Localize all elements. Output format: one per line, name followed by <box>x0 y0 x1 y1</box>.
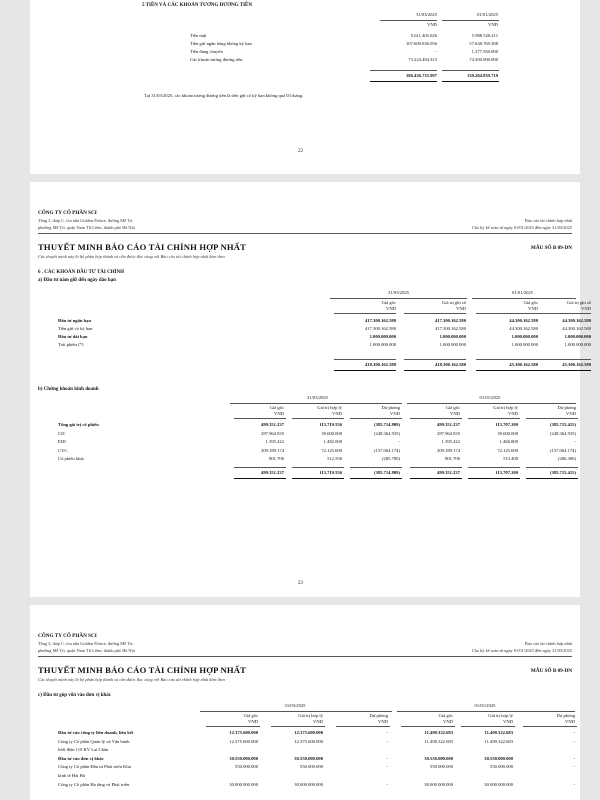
b-col-header: Dự phòng <box>557 405 576 410</box>
a-total-value: 418.300.162.580 <box>434 362 466 367</box>
c-row-value: 30.000.000.000 <box>294 781 323 787</box>
p1-col-date-2: 01/01/2025 <box>477 12 498 17</box>
b-col-unit: VND <box>566 411 576 416</box>
b-row-value: 512.556 <box>327 456 342 462</box>
a-col-unit: VND <box>456 306 466 311</box>
report-name: Báo cáo tài chính hợp nhất <box>524 218 572 223</box>
a-row-value: 1.000.000.000 <box>369 342 396 347</box>
subsection-c-title: c) Đầu tư góp vốn vào đơn vị khác <box>38 693 112 698</box>
b-col-header: Giá trị hợp lý <box>493 405 518 410</box>
c-row-value: - <box>573 781 575 787</box>
company-name-p3: CÔNG TY CỔ PHẦN SCI <box>38 633 97 639</box>
c-row-value: 30.550.000.000 <box>229 755 258 761</box>
page-title: THUYẾT MINH BÁO CÁO TÀI CHÍNH HỢP NHẤT <box>38 242 247 252</box>
b-total-value: 499.351.237 <box>437 470 460 475</box>
a-col-header: Giá trị ghi sổ <box>441 300 466 305</box>
c-row-value: 12.375.600.000 <box>229 738 258 744</box>
b-row-value: - <box>398 439 400 445</box>
a-row-value: 1.000.000.000 <box>439 334 466 339</box>
b-row-value: 39.600.000 <box>321 430 342 436</box>
a-row-label: Đầu tư ngắn hạn <box>58 318 92 323</box>
b-total-value: (385.715.415) <box>549 470 576 475</box>
report-page-22 <box>30 0 580 174</box>
a-row-value: 1.000.000.000 <box>564 334 591 339</box>
b-row-value: (248.364.935) <box>373 430 400 436</box>
a-row-value: 417.300.162.580 <box>364 318 396 323</box>
cash-row-value: 5.611.405.626 <box>410 33 437 38</box>
b-row-value: 287.964.935 <box>437 430 460 436</box>
a-col-header: Giá gốc <box>523 300 538 305</box>
c-date-2: 01/01/2025 <box>474 703 496 708</box>
page-title-p3: THUYẾT MINH BÁO CÁO TÀI CHÍNH HỢP NHẤT <box>38 665 247 675</box>
a-row-value: 1.000.000.000 <box>511 342 538 347</box>
b-col-header: Giá gốc <box>269 405 284 410</box>
c-row-value: - <box>573 730 575 735</box>
c-row-value: 550.000.000 <box>300 764 323 770</box>
report-period-p3: Cho kỳ kế toán từ ngày 01/01/2025 đến ngày 31/03/2025 <box>471 648 572 653</box>
b-row-label: EID <box>58 439 66 445</box>
b-col-unit: VND <box>390 411 400 416</box>
b-row-value: 39.600.000 <box>497 430 518 436</box>
c-col-header: Giá gốc <box>243 713 258 718</box>
b-row-value: 1.466.800 <box>499 439 518 445</box>
a-col-header: Giá trị ghi sổ <box>566 300 591 305</box>
c-row-value: - <box>386 764 388 770</box>
c-row-label: lưới điện 110 KV Lai Châu <box>58 747 109 753</box>
b-total-value: 113.707.200 <box>495 470 518 475</box>
a-total-value: 45.300.162.580 <box>562 362 591 367</box>
c-row-label: Công ty Cổ phần Đầu tư Phát triển Khu <box>58 764 131 770</box>
c-row-label: Đầu tư vào công ty liên doanh, liên kết <box>58 730 134 735</box>
c-row-value: 11.490.322.683 <box>484 730 513 735</box>
cash-row-value: 1.277.550.000 <box>471 49 498 54</box>
p1-total-2: 139.204.839.719 <box>466 73 498 78</box>
cash-row-label: Các khoản tương đương tiền <box>190 57 243 62</box>
b-date-1: 31/03/2025 <box>307 395 328 400</box>
p1-unit-1: VND <box>427 22 437 27</box>
c-row-value: 12.375.600.000 <box>229 730 258 735</box>
b-row-value: (286.306) <box>558 456 576 462</box>
c-row-value: - <box>386 730 388 735</box>
c-col-unit: VND <box>248 719 258 724</box>
b-row-value: (137.064.174) <box>373 447 400 453</box>
b-date-2: 01/01/2025 <box>479 395 501 400</box>
c-row-label: kinh tế Hải Hà <box>58 773 85 778</box>
b-col-unit: VND <box>332 411 342 416</box>
c-row-value: 30.550.000.000 <box>424 755 453 761</box>
company-address-2-p3: phường Mễ Trì, quận Nam Từ Liêm, thành phố Hà Nội <box>38 648 136 653</box>
b-row-value: (385.714.809) <box>373 422 400 427</box>
b-row-value: 1.395.422 <box>441 439 460 445</box>
c-col-unit: VND <box>313 719 323 724</box>
b-row-value: 113.719.556 <box>319 422 342 427</box>
a-total-value: 45.300.162.580 <box>509 362 538 367</box>
c-row-value: 11.490.322.683 <box>424 730 453 735</box>
b-row-value: (285.700) <box>382 456 400 462</box>
c-row-value: 30.550.000.000 <box>484 755 513 761</box>
a-date-1: 31/03/2025 <box>388 290 409 295</box>
c-col-header: Giá gốc <box>438 713 453 718</box>
b-row-value: 499.351.237 <box>437 422 460 427</box>
b-col-header: Giá gốc <box>445 405 460 410</box>
a-row-label: Tiền gửi có kỳ hạn <box>58 326 93 331</box>
c-col-unit: VND <box>443 719 453 724</box>
b-total-value: 499.351.237 <box>261 470 284 475</box>
a-row-value: 1.000.000.000 <box>439 342 466 347</box>
c-row-value: - <box>573 755 575 761</box>
b-row-value: 72.125.000 <box>497 447 518 453</box>
a-row-value: 44.300.162.580 <box>562 326 591 331</box>
c-col-header: Giá trị hợp lý <box>488 713 513 718</box>
a-row-value: 417.300.162.580 <box>364 326 396 331</box>
b-col-unit: VND <box>508 411 518 416</box>
b-row-value: 113.707.200 <box>495 422 518 427</box>
a-col-unit: VND <box>581 306 591 311</box>
page-caption: Các thuyết minh này là bộ phận hợp thành và cần được đọc cùng với Báo cáo tài chính hợp nhất kèm theo <box>38 254 226 259</box>
b-total-value: 113.719.556 <box>319 470 342 475</box>
cash-row-label: Tiền gửi ngân hàng không kỳ hạn <box>190 41 252 46</box>
page-number-23: 23 <box>298 581 303 586</box>
section-5-title: 5 TIỀN VÀ CÁC KHOẢN TƯƠNG ĐƯƠNG TIỀN <box>142 3 252 8</box>
b-row-value: (248.364.935) <box>549 430 576 436</box>
c-col-unit: VND <box>503 719 513 724</box>
c-col-header: Giá trị hợp lý <box>298 713 323 718</box>
c-row-label: Công ty Cổ phần Hạ tầng và Phát triển <box>58 781 130 787</box>
c-col-unit: VND <box>565 719 575 724</box>
cash-row-value: - <box>435 49 437 54</box>
c-col-header: Dự phòng <box>369 713 388 718</box>
p1-col-date-1: 31/03/2025 <box>416 12 437 17</box>
a-total-value: 418.300.162.580 <box>364 362 396 367</box>
b-col-header: Giá trị hợp lý <box>317 405 342 410</box>
page-caption-p3: Các thuyết minh này là bộ phận hợp thành và cần được đọc cùng với Báo cáo tài chính hợp nhất kèm theo <box>38 677 226 682</box>
page-number-22: 22 <box>298 149 303 154</box>
b-col-unit: VND <box>274 411 284 416</box>
b-row-value: (385.715.415) <box>549 422 576 427</box>
a-row-label: Đầu tư dài hạn <box>58 334 88 339</box>
b-row-label: Cổ phiếu khác <box>58 456 85 462</box>
b-row-label: CYC <box>58 447 68 453</box>
form-code: MẪU SỐ B 09-DN <box>530 245 572 251</box>
a-row-value: 1.000.000.000 <box>511 334 538 339</box>
cash-row-label: Tiền mặt <box>190 33 207 38</box>
company-address-1-p3: Tầng 3, tháp C, tòa nhà Golden Palace, đường Mễ Trì, <box>38 641 134 646</box>
c-col-header: Dự phòng <box>556 713 575 718</box>
a-col-unit: VND <box>386 306 396 311</box>
cash-note: Tại 31/03/2025, các khoản tương đương tiền là tiền gửi có kỳ hạn không quá 03 tháng. <box>144 93 304 98</box>
subsection-a-title: a) Đầu tư nắm giữ đến ngày đáo hạn <box>38 278 116 283</box>
c-row-value: 12.375.600.000 <box>294 738 323 744</box>
cash-row-value: 73.224.494.315 <box>408 57 437 62</box>
c-row-value: 11.490.322.683 <box>424 738 453 744</box>
c-row-value: 11.490.322.683 <box>484 738 513 744</box>
c-row-value: 30.000.000.000 <box>484 781 513 787</box>
b-row-value: 209.189.174 <box>437 447 460 453</box>
company-address-2: phường Mễ Trì, quận Nam Từ Liêm, thành phố Hà Nội <box>38 225 136 230</box>
c-row-value: 30.000.000.000 <box>424 781 453 787</box>
b-row-value: 209.189.174 <box>261 447 284 453</box>
c-row-value: - <box>386 738 388 744</box>
a-row-value: 417.300.162.580 <box>434 326 466 331</box>
c-row-value: 550.000.000 <box>490 764 513 770</box>
c-row-value: 550.000.000 <box>430 764 453 770</box>
c-row-value: - <box>386 755 388 761</box>
c-row-label: Đầu tư vào đơn vị khác <box>58 755 104 761</box>
c-row-value: - <box>573 764 575 770</box>
c-row-value: 30.550.000.000 <box>294 755 323 761</box>
b-row-value: - <box>574 439 576 445</box>
a-row-value: 1.000.000.000 <box>369 334 396 339</box>
c-date-1: 31/03/2025 <box>284 703 306 708</box>
c-row-value: - <box>386 781 388 787</box>
b-row-label: Tổng giá trị cổ phiếu <box>58 422 99 427</box>
a-col-unit: VND <box>528 306 538 311</box>
company-address-1: Tầng 3, tháp C, tòa nhà Golden Palace, đường Mễ Trì, <box>38 218 134 223</box>
b-col-header: Dự phòng <box>381 405 400 410</box>
c-col-unit: VND <box>378 719 388 724</box>
report-page-23 <box>30 182 591 597</box>
c-row-label: Công ty Cổ phần Quản lý và Vận hành <box>58 738 130 744</box>
a-row-label: Trái phiếu (*) <box>58 342 84 347</box>
cash-row-value: 5.988.520.411 <box>471 33 498 38</box>
a-row-value: 44.300.162.580 <box>509 318 538 323</box>
a-date-2: 01/01/2025 <box>512 290 533 295</box>
p1-unit-2: VND <box>488 22 498 27</box>
cash-row-value: 74.300.000.000 <box>469 57 498 62</box>
b-row-value: 801.706 <box>269 456 284 462</box>
b-row-value: (137.064.174) <box>549 447 576 453</box>
b-row-value: 801.706 <box>445 456 460 462</box>
report-period: Cho kỳ kế toán từ ngày 01/01/2025 đến ngày 31/03/2025 <box>471 225 572 230</box>
form-code-p3: MẪU SỐ B 09-DN <box>530 668 572 674</box>
b-row-value: 287.964.935 <box>261 430 284 436</box>
a-row-value: 44.300.162.580 <box>562 318 591 323</box>
b-row-value: 1.482.000 <box>323 439 342 445</box>
b-row-label: CIC <box>58 430 66 436</box>
p1-total-1: 186.436.735.997 <box>405 73 437 78</box>
report-name-p3: Báo cáo tài chính hợp nhất <box>524 641 572 646</box>
company-name: CÔNG TY CỔ PHẦN SCI <box>38 210 97 216</box>
c-row-value: 12.375.600.000 <box>294 730 323 735</box>
b-row-value: 1.395.422 <box>265 439 284 445</box>
section-6-title: 6 . CÁC KHOẢN ĐẦU TƯ TÀI CHÍNH <box>38 270 125 275</box>
b-row-value: 499.351.237 <box>261 422 284 427</box>
report-page-24 <box>30 605 580 800</box>
c-row-value: 550.000.000 <box>235 764 258 770</box>
b-total-value: (385.714.809) <box>373 470 400 475</box>
a-row-value: 1.000.000.000 <box>564 342 591 347</box>
a-col-header: Giá gốc <box>381 300 396 305</box>
b-row-value: 72.125.000 <box>321 447 342 453</box>
c-row-value: - <box>573 738 575 744</box>
b-row-value: 513.400 <box>503 456 518 462</box>
subsection-b-title: b) Chứng khoán kinh doanh <box>38 387 99 392</box>
cash-row-value: 107.600.836.056 <box>405 41 437 46</box>
c-row-value: 30.000.000.000 <box>229 781 258 787</box>
a-row-value: 417.300.162.580 <box>434 318 466 323</box>
cash-row-label: Tiền đang chuyển <box>190 49 223 54</box>
b-col-unit: VND <box>450 411 460 416</box>
cash-row-value: 57.638.769.308 <box>469 41 498 46</box>
a-row-value: 44.300.162.580 <box>509 326 538 331</box>
